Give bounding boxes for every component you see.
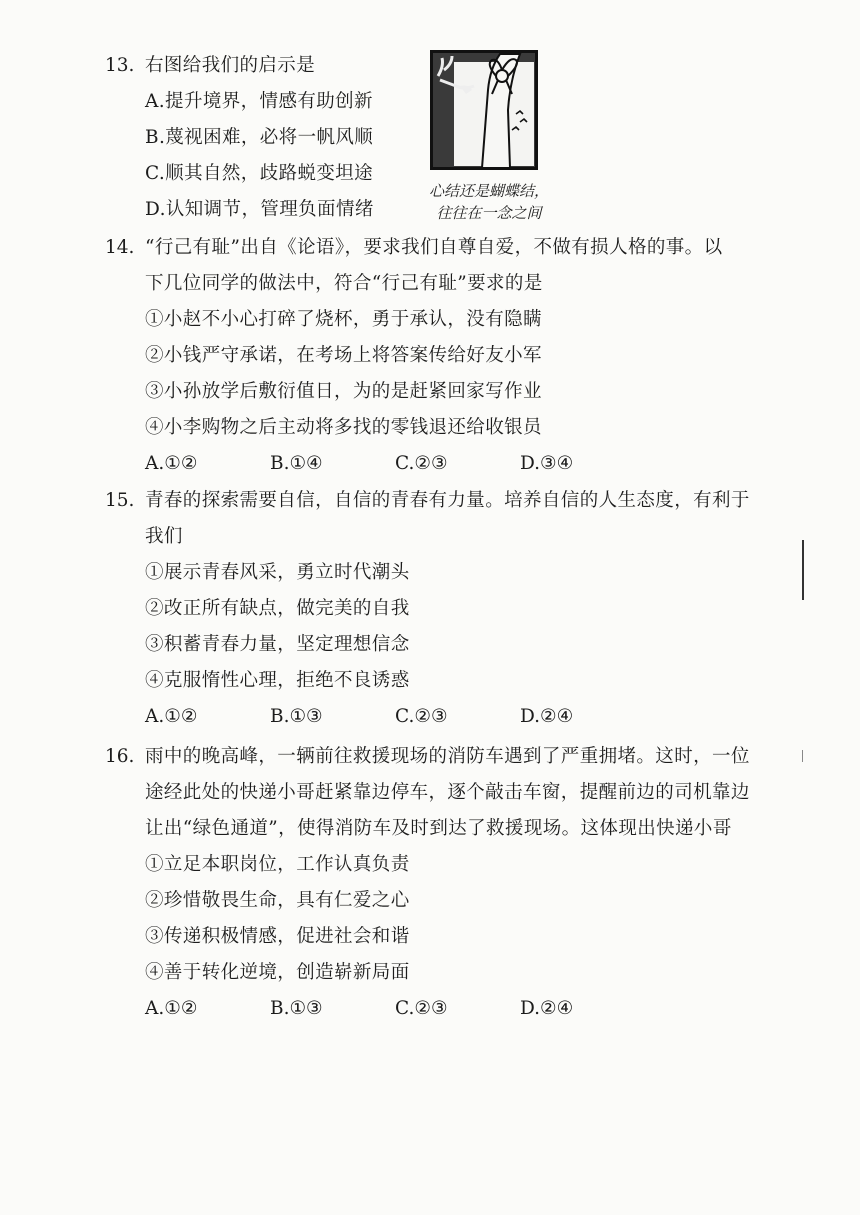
scan-margin-mark: [802, 540, 804, 600]
choice-d: D.②④: [520, 706, 574, 727]
statement-3: ③传递积极情感，促进社会和谐: [145, 926, 410, 947]
figure-caption-line-1: 心结还是蝴蝶结，: [428, 182, 549, 200]
question-stem-line-2: 途经此处的快递小哥赶紧靠边停车，逐个敲击车窗，提醒前边的司机靠边: [145, 782, 750, 803]
question-stem-line-1: “行己有耻”出自《论语》，要求我们自尊自爱，不做有损人格的事。以: [145, 237, 723, 258]
question-stem: 右图给我们的启示是: [145, 55, 316, 76]
statement-4: ④善于转化逆境，创造崭新局面: [145, 962, 410, 983]
option-c: C.顺其自然，歧路蜕变坦途: [145, 163, 374, 184]
statement-1: ①立足本职岗位，工作认真负责: [145, 854, 410, 875]
statement-3: ③小孙放学后敷衍值日，为的是赶紧回家写作业: [145, 381, 542, 402]
statement-4: ④小李购物之后主动将多找的零钱退还给收银员: [145, 417, 542, 438]
choice-b: B.①③: [270, 998, 323, 1019]
question-stem-line-2: 下几位同学的做法中，符合“行己有耻”要求的是: [145, 273, 543, 294]
tree-with-ribbon-bow-icon: [430, 50, 538, 170]
statement-2: ②改正所有缺点，做完美的自我: [145, 598, 410, 619]
choice-d: D.③④: [520, 453, 574, 474]
choice-a: A.①②: [145, 453, 198, 474]
question-stem-line-3: 让出“绿色通道”，使得消防车及时到达了救援现场。这体现出快递小哥: [145, 818, 732, 839]
choice-b: B.①③: [270, 706, 323, 727]
choice-c: C.②③: [395, 998, 448, 1019]
statement-3: ③积蓄青春力量，坚定理想信念: [145, 634, 410, 655]
statement-1: ①展示青春风采，勇立时代潮头: [145, 562, 410, 583]
statement-2: ②珍惜敬畏生命，具有仁爱之心: [145, 890, 410, 911]
choice-a: A.①②: [145, 998, 198, 1019]
choice-d: D.②④: [520, 998, 574, 1019]
question-stem-line-1: 青春的探索需要自信，自信的青春有力量。培养自信的人生态度，有利于: [145, 490, 750, 511]
question-number: 16.: [105, 746, 135, 767]
question-number: 13.: [105, 55, 135, 76]
question-number: 14.: [105, 237, 135, 258]
choice-c: C.②③: [395, 453, 448, 474]
option-a: A.提升境界，情感有助创新: [145, 91, 373, 112]
statement-1: ①小赵不小心打碎了烧杯，勇于承认，没有隐瞒: [145, 309, 542, 330]
choice-b: B.①④: [270, 453, 323, 474]
figure-caption-line-2: 往往在一念之间: [436, 204, 542, 222]
option-d: D.认知调节，管理负面情绪: [145, 199, 374, 220]
statement-2: ②小钱严守承诺，在考场上将答案传给好友小军: [145, 345, 542, 366]
question-stem-line-2: 我们: [145, 526, 183, 547]
choice-a: A.①②: [145, 706, 198, 727]
option-b: B.蔑视困难，必将一帆风顺: [145, 127, 374, 148]
statement-4: ④克服惰性心理，拒绝不良诱惑: [145, 670, 410, 691]
question-number: 15.: [105, 490, 135, 511]
choice-c: C.②③: [395, 706, 448, 727]
question-stem-line-1: 雨中的晚高峰，一辆前往救援现场的消防车遇到了严重拥堵。这时，一位: [145, 746, 750, 767]
scan-margin-mark: [802, 750, 803, 762]
